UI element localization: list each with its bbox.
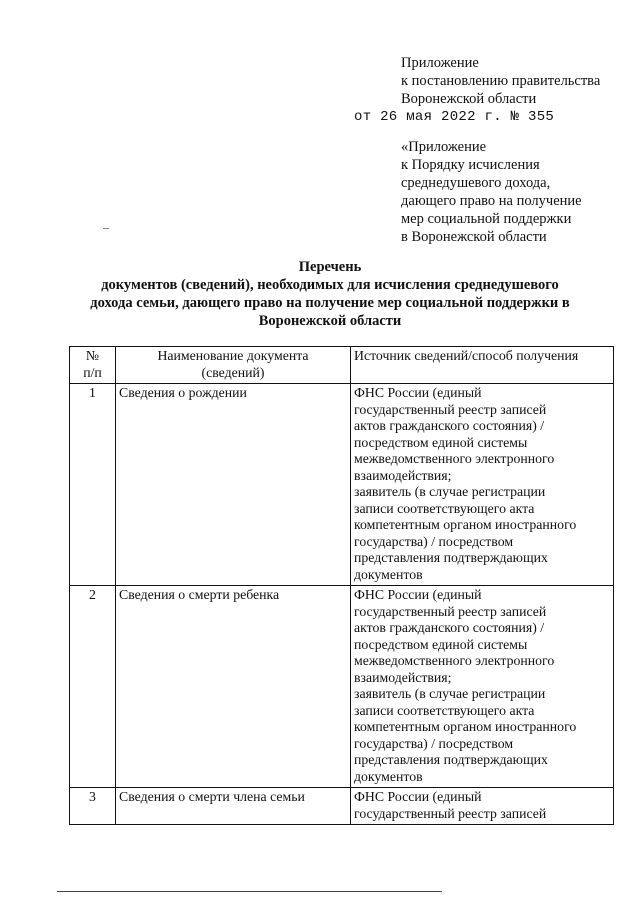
appendix-header-line: Приложение xyxy=(401,55,479,71)
source-line: представления подтверждающих xyxy=(354,752,548,767)
source-line: ФНС России (единый xyxy=(354,385,482,400)
source-line: актов гражданского состояния) / xyxy=(354,418,545,433)
document-title xyxy=(80,258,580,330)
row-num: 1 xyxy=(70,384,116,586)
header-name xyxy=(116,347,351,384)
title-line: документов (сведений), необходимых для исчисления среднедушевого xyxy=(101,277,559,293)
row-name: Сведения о рождении xyxy=(116,384,351,586)
row-num: 2 xyxy=(70,586,116,788)
scan-mark xyxy=(103,228,109,229)
source-line: посредством единой системы xyxy=(354,636,528,652)
appendix-inner-line: «Приложение xyxy=(401,139,487,155)
appendix-inner xyxy=(401,138,582,246)
source-line: государства) / посредством xyxy=(354,533,514,549)
appendix-header-line: к постановлению правительства xyxy=(401,73,601,89)
source-line: записи соответствующего акта xyxy=(354,500,535,516)
row-source xyxy=(351,586,614,788)
source-line: межведомственного электронного xyxy=(354,653,555,668)
source-line: представления подтверждающих xyxy=(354,550,548,565)
source-line: государственный реестр записей xyxy=(354,805,547,821)
header-num-line: п/п xyxy=(83,364,102,380)
source-line: документов xyxy=(354,768,423,784)
row-source xyxy=(351,384,614,586)
source-line: государства) / посредством xyxy=(354,735,514,751)
header-num xyxy=(70,347,116,384)
appendix-inner-line: в Воронежской области xyxy=(401,229,547,245)
appendix-date-number: от 26 мая 2022 г. № 355 xyxy=(354,109,555,125)
appendix-inner-line: мер социальной поддержки xyxy=(401,211,572,227)
row-num: 3 xyxy=(70,788,116,825)
header-name-line: (сведений) xyxy=(201,364,265,380)
source-line: компетентным органом иностранного xyxy=(354,719,577,734)
source-line: межведомственного электронного xyxy=(354,451,555,466)
source-line: записи соответствующего акта xyxy=(354,702,535,718)
source-line: посредством единой системы xyxy=(354,434,528,450)
source-line: компетентным органом иностранного xyxy=(354,517,577,532)
source-line: государственный реестр записей xyxy=(354,603,547,619)
appendix-header xyxy=(354,54,601,126)
appendix-inner-line: к Порядку исчисления xyxy=(401,157,540,173)
source-line: взаимодействия; xyxy=(354,467,452,483)
source-line: документов xyxy=(354,566,423,582)
row-source xyxy=(351,788,614,825)
table-row xyxy=(70,788,614,825)
appendix-inner-line: дающего право на получение xyxy=(401,193,582,209)
header-num-line: № xyxy=(85,348,100,363)
source-line: актов гражданского состояния) / xyxy=(354,620,545,635)
appendix-inner-line: среднедушевого дохода, xyxy=(401,175,551,191)
title-heading: Перечень xyxy=(298,259,362,275)
title-line: Воронежской области xyxy=(258,313,402,329)
documents-table xyxy=(69,346,614,825)
row-name: Сведения о смерти члена семьи xyxy=(116,788,351,825)
table-header-row xyxy=(70,347,614,384)
source-line: государственный реестр записей xyxy=(354,401,547,417)
source-line: заявитель (в случае регистрации xyxy=(354,686,546,701)
source-line: заявитель (в случае регистрации xyxy=(354,484,546,499)
source-line: ФНС России (единый xyxy=(354,789,482,804)
appendix-header-line: Воронежской области xyxy=(401,91,537,107)
table-row xyxy=(70,384,614,586)
header-name-line: Наименование документа xyxy=(157,348,309,363)
row-name: Сведения о смерти ребенка xyxy=(116,586,351,788)
page-bottom-rule xyxy=(57,891,442,892)
header-source: Источник сведений/способ получения xyxy=(351,347,614,384)
table-row xyxy=(70,586,614,788)
title-line: дохода семьи, дающего право на получение мер социальной поддержки в xyxy=(90,295,570,311)
source-line: взаимодействия; xyxy=(354,669,452,685)
source-line: ФНС России (единый xyxy=(354,587,482,602)
